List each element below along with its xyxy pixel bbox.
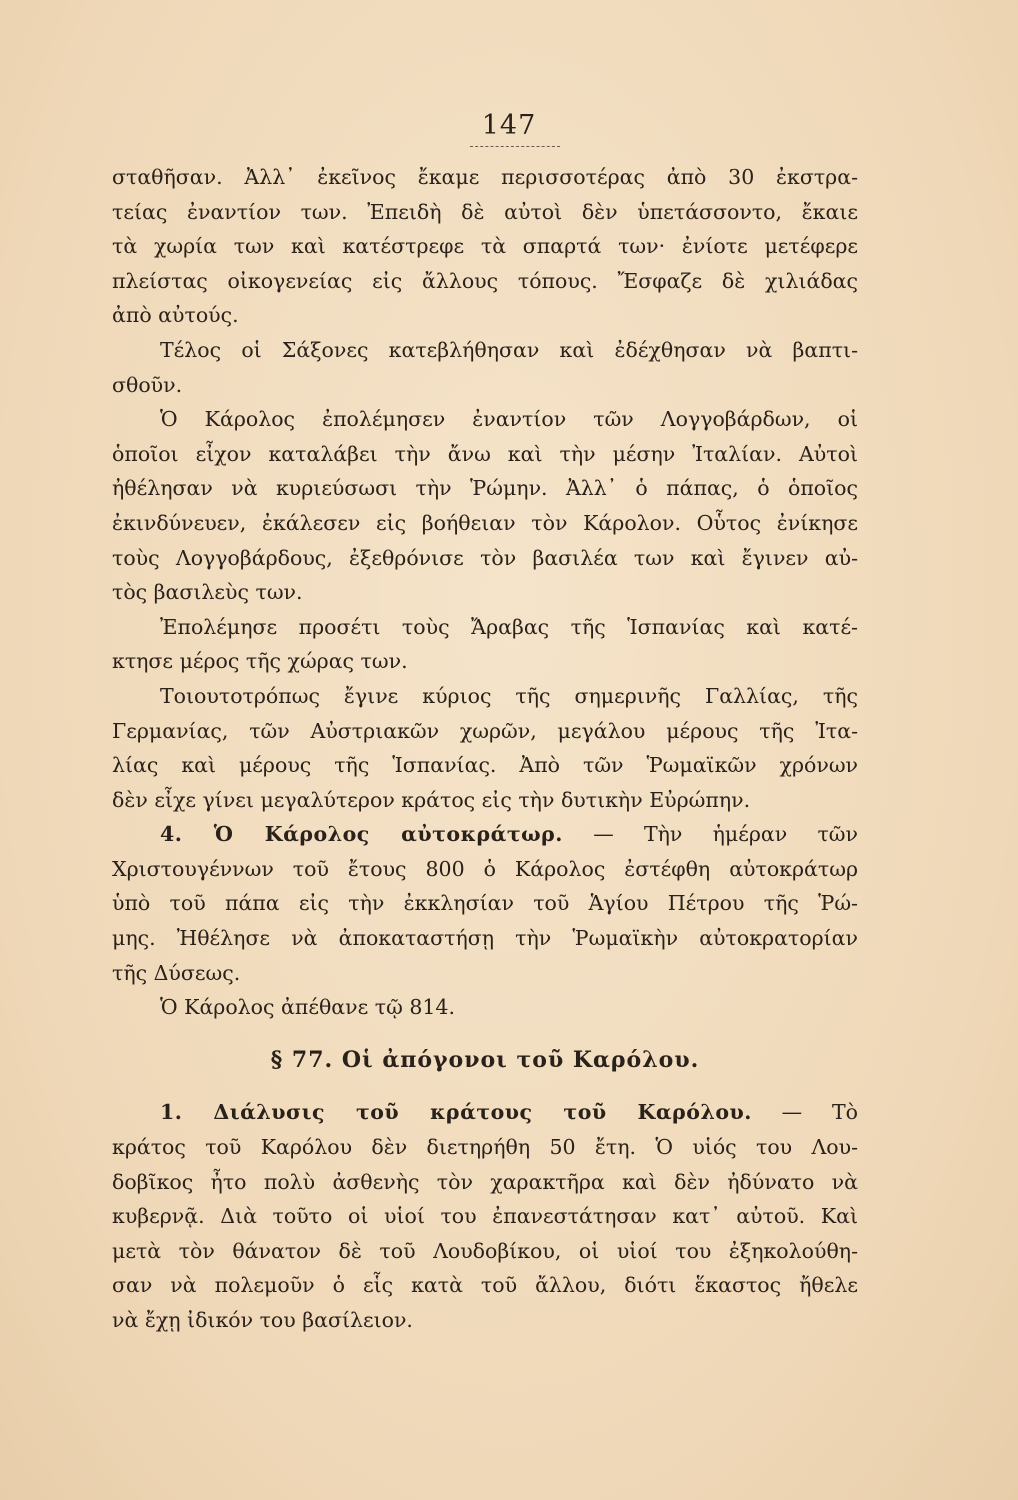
text-line: σταθῆσαν. Ἀλλ᾽ ἐκεῖνος ἔκαμε περισσοτέρας ἀπὸ 30 ἐκστρα-	[112, 165, 858, 189]
text-line: λίας καὶ μέρους τῆς Ἱσπανίας. Ἀπὸ τῶν Ῥωμαϊκῶν χρόνων	[112, 753, 858, 778]
page-number-rule	[470, 146, 560, 147]
section-gap	[112, 1077, 858, 1095]
text-line: Ἐπολέμησε προσέτι τοὺς Ἄραβας τῆς Ἱσπανίας καὶ κατέ-	[160, 614, 858, 639]
text-line: Χριστουγέννων τοῦ ἔτους 800 ὁ Κάρολος ἐστέφθη αὐτοκράτωρ	[112, 856, 858, 881]
text-line: σαν νὰ πολεμοῦν ὁ εἷς κατὰ τοῦ ἄλλου, διότι ἕκαστος ἤθελε	[112, 1273, 858, 1298]
text-line: Γερμανίας, τῶν Αὐστριακῶν χωρῶν, μεγάλου μέρους τῆς Ἰτα-	[112, 718, 858, 743]
subheading-4-label: 4. Ὁ Κάρολος αὐτοκράτωρ.	[160, 822, 563, 847]
text-line: Ὁ Κάρολος ἐπολέμησεν ἐναντίον τῶν Λογγοβάρδων, οἱ	[160, 407, 858, 432]
text-line: Τοιουτοτρόπως ἔγινε κύριος τῆς σημερινῆς Γαλλίας, τῆς	[160, 683, 858, 708]
text-line: τῆς Δύσεως.	[112, 960, 241, 985]
section-gap	[112, 1025, 858, 1043]
text-line: Τέλος οἱ Σάξονες κατεβλήθησαν καὶ ἐδέχθησαν νὰ βαπτι-	[160, 337, 858, 362]
subheading-4	[112, 817, 858, 852]
section-heading: § 77. Οἱ ἀπόγονοι τοῦ Καρόλου.	[270, 1046, 700, 1073]
text-line: κτησε μέρος τῆς χώρας των.	[112, 649, 408, 674]
text-line: τείας ἐναντίον των. Ἐπειδὴ δὲ αὐτοὶ δὲν ὑπετάσσοντο, ἔκαιε	[112, 199, 858, 224]
text-line: σθοῦν.	[112, 372, 183, 397]
text-line: κράτος τοῦ Καρόλου δὲν διετηρήθη 50 ἔτη. Ὁ υἱός του Λου-	[112, 1135, 858, 1160]
text-line: τὸς βασιλεὺς των.	[112, 580, 303, 605]
subheading-4-text: — Τὴν ἡμέραν τῶν	[593, 822, 858, 847]
body-text	[112, 160, 858, 1338]
text-line: ἠθέλησαν νὰ κυριεύσωσι τὴν Ῥώμην. Ἀλλ᾽ ὁ πάπας, ὁ ὁποῖος	[112, 476, 858, 501]
subheading-1-text: — Τὸ	[781, 1100, 858, 1125]
text-line: ἀπὸ αὐτούς.	[112, 303, 239, 328]
text-line: μετὰ τὸν θάνατον δὲ τοῦ Λουδοβίκου, οἱ υἱοί του ἐξηκολούθη-	[112, 1238, 858, 1263]
text-line: ἐκινδύνευεν, ἐκάλεσεν εἰς βοήθειαν τὸν Κάρολον. Οὗτος ἐνίκησε	[112, 510, 858, 535]
text-line: κυβερνᾷ. Διὰ τοῦτο οἱ υἱοί του ἐπανεστάτησαν κατ᾽ αὐτοῦ. Καὶ	[112, 1204, 858, 1229]
text-line: ὑπὸ τοῦ πάπα εἰς τὴν ἐκκλησίαν τοῦ Ἁγίου Πέτρου τῆς Ῥώ-	[112, 891, 858, 916]
text-line: δὲν εἶχε γίνει μεγαλύτερον κράτος εἰς τὴν δυτικὴν Εὐρώπην.	[112, 787, 751, 812]
text-line: τὰ χωρία των καὶ κατέστρεφε τὰ σπαρτά των· ἐνίοτε μετέφερε	[112, 234, 858, 259]
text-line: τοὺς Λογγοβάρδους, ἐξεθρόνισε τὸν βασιλέα των καὶ ἔγινεν αὐ-	[112, 545, 858, 570]
subheading-1-label: 1. Διάλυσις τοῦ κράτους τοῦ Καρόλου.	[160, 1100, 752, 1125]
text-line: ὁποῖοι εἶχον καταλάβει τὴν ἄνω καὶ τὴν μέσην Ἰταλίαν. Αὐτοὶ	[112, 441, 858, 466]
text-line: μης. Ἠθέλησε νὰ ἀποκαταστήσῃ τὴν Ῥωμαϊκὴν αὐτοκρατορίαν	[112, 926, 858, 951]
subheading-1	[112, 1095, 858, 1130]
text-line: Ὁ Κάρολος ἀπέθανε τῷ 814.	[160, 995, 455, 1020]
text-line: πλείστας οἰκογενείας εἰς ἄλλους τόπους. Ἔσφαζε δὲ χιλιάδας	[112, 268, 858, 293]
text-line: δοβῖκος ἦτο πολὺ ἀσθενὴς τὸν χαρακτῆρα καὶ δὲν ἠδύνατο νὰ	[112, 1169, 858, 1194]
page-number: 147	[481, 110, 537, 141]
text-line: νὰ ἔχῃ ἰδικόν του βασίλειον.	[112, 1308, 413, 1332]
